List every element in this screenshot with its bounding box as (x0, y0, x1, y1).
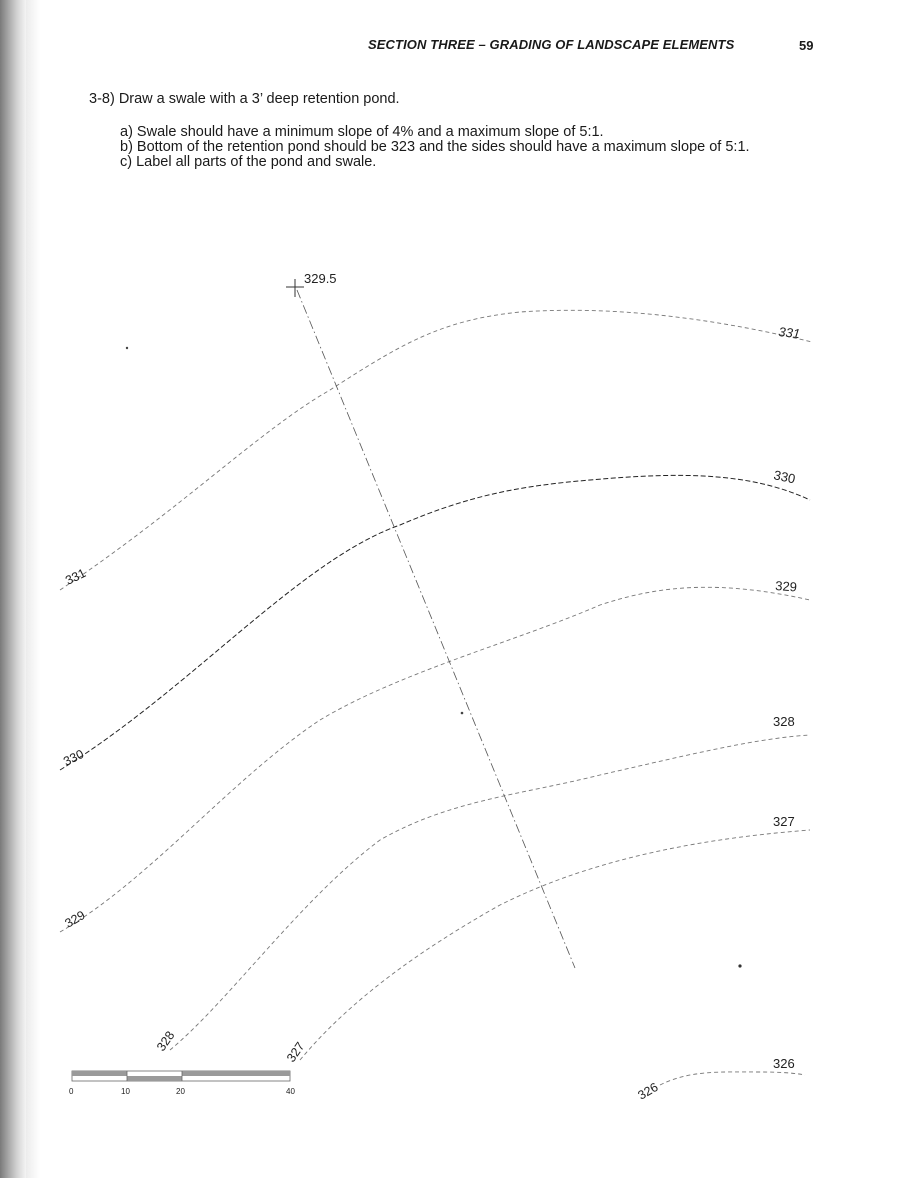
contour-label-329-right: 329 (774, 578, 798, 595)
contour-328 (170, 735, 810, 1050)
contour-label-329-left: 329 (62, 908, 88, 931)
spot-elevation-label: 329.5 (304, 271, 337, 286)
contour-label-326-right: 326 (773, 1056, 795, 1071)
spot-dot (126, 347, 128, 349)
contour-330 (60, 475, 810, 770)
contour-label-330-right: 330 (772, 467, 797, 487)
scale-tick-0: 0 (69, 1087, 74, 1096)
contour-label-331-left: 331 (63, 565, 89, 588)
spot-dot (461, 712, 464, 715)
contour-label-327-right: 327 (773, 814, 795, 829)
scale-bar (72, 1071, 290, 1081)
contour-331 (60, 310, 812, 590)
requirement-c: c) Label all parts of the pond and swale. (120, 154, 377, 170)
scale-tick-10: 10 (121, 1087, 130, 1096)
requirement-b: b) Bottom of the retention pond should be 323 and the sides should have a maximum slope of 5:1. (120, 139, 750, 155)
swale-centerline (297, 290, 575, 968)
exercise-title: 3-8) Draw a swale with a 3’ deep retention pond. (89, 91, 400, 107)
spot-elevation-marker (286, 279, 304, 297)
contour-327 (300, 830, 810, 1060)
scale-tick-40: 40 (286, 1087, 295, 1096)
requirement-a: a) Swale should have a minimum slope of 4% and a maximum slope of 5:1. (120, 124, 604, 140)
scale-tick-20: 20 (176, 1087, 185, 1096)
contour-326 (660, 1072, 805, 1085)
contour-label-328-right: 328 (773, 714, 795, 729)
contour-label-328-left: 328 (153, 1028, 178, 1054)
section-header: SECTION THREE – GRADING OF LANDSCAPE ELEMENTS (368, 37, 735, 52)
contour-label-326-left: 326 (635, 1080, 661, 1103)
contour-label-327-left: 327 (283, 1039, 308, 1065)
contour-label-331-right: 331 (777, 324, 801, 342)
contour-329 (60, 587, 810, 932)
contour-label-330-left: 330 (61, 746, 87, 769)
page-number: 59 (799, 38, 814, 53)
spot-dot (738, 964, 741, 967)
